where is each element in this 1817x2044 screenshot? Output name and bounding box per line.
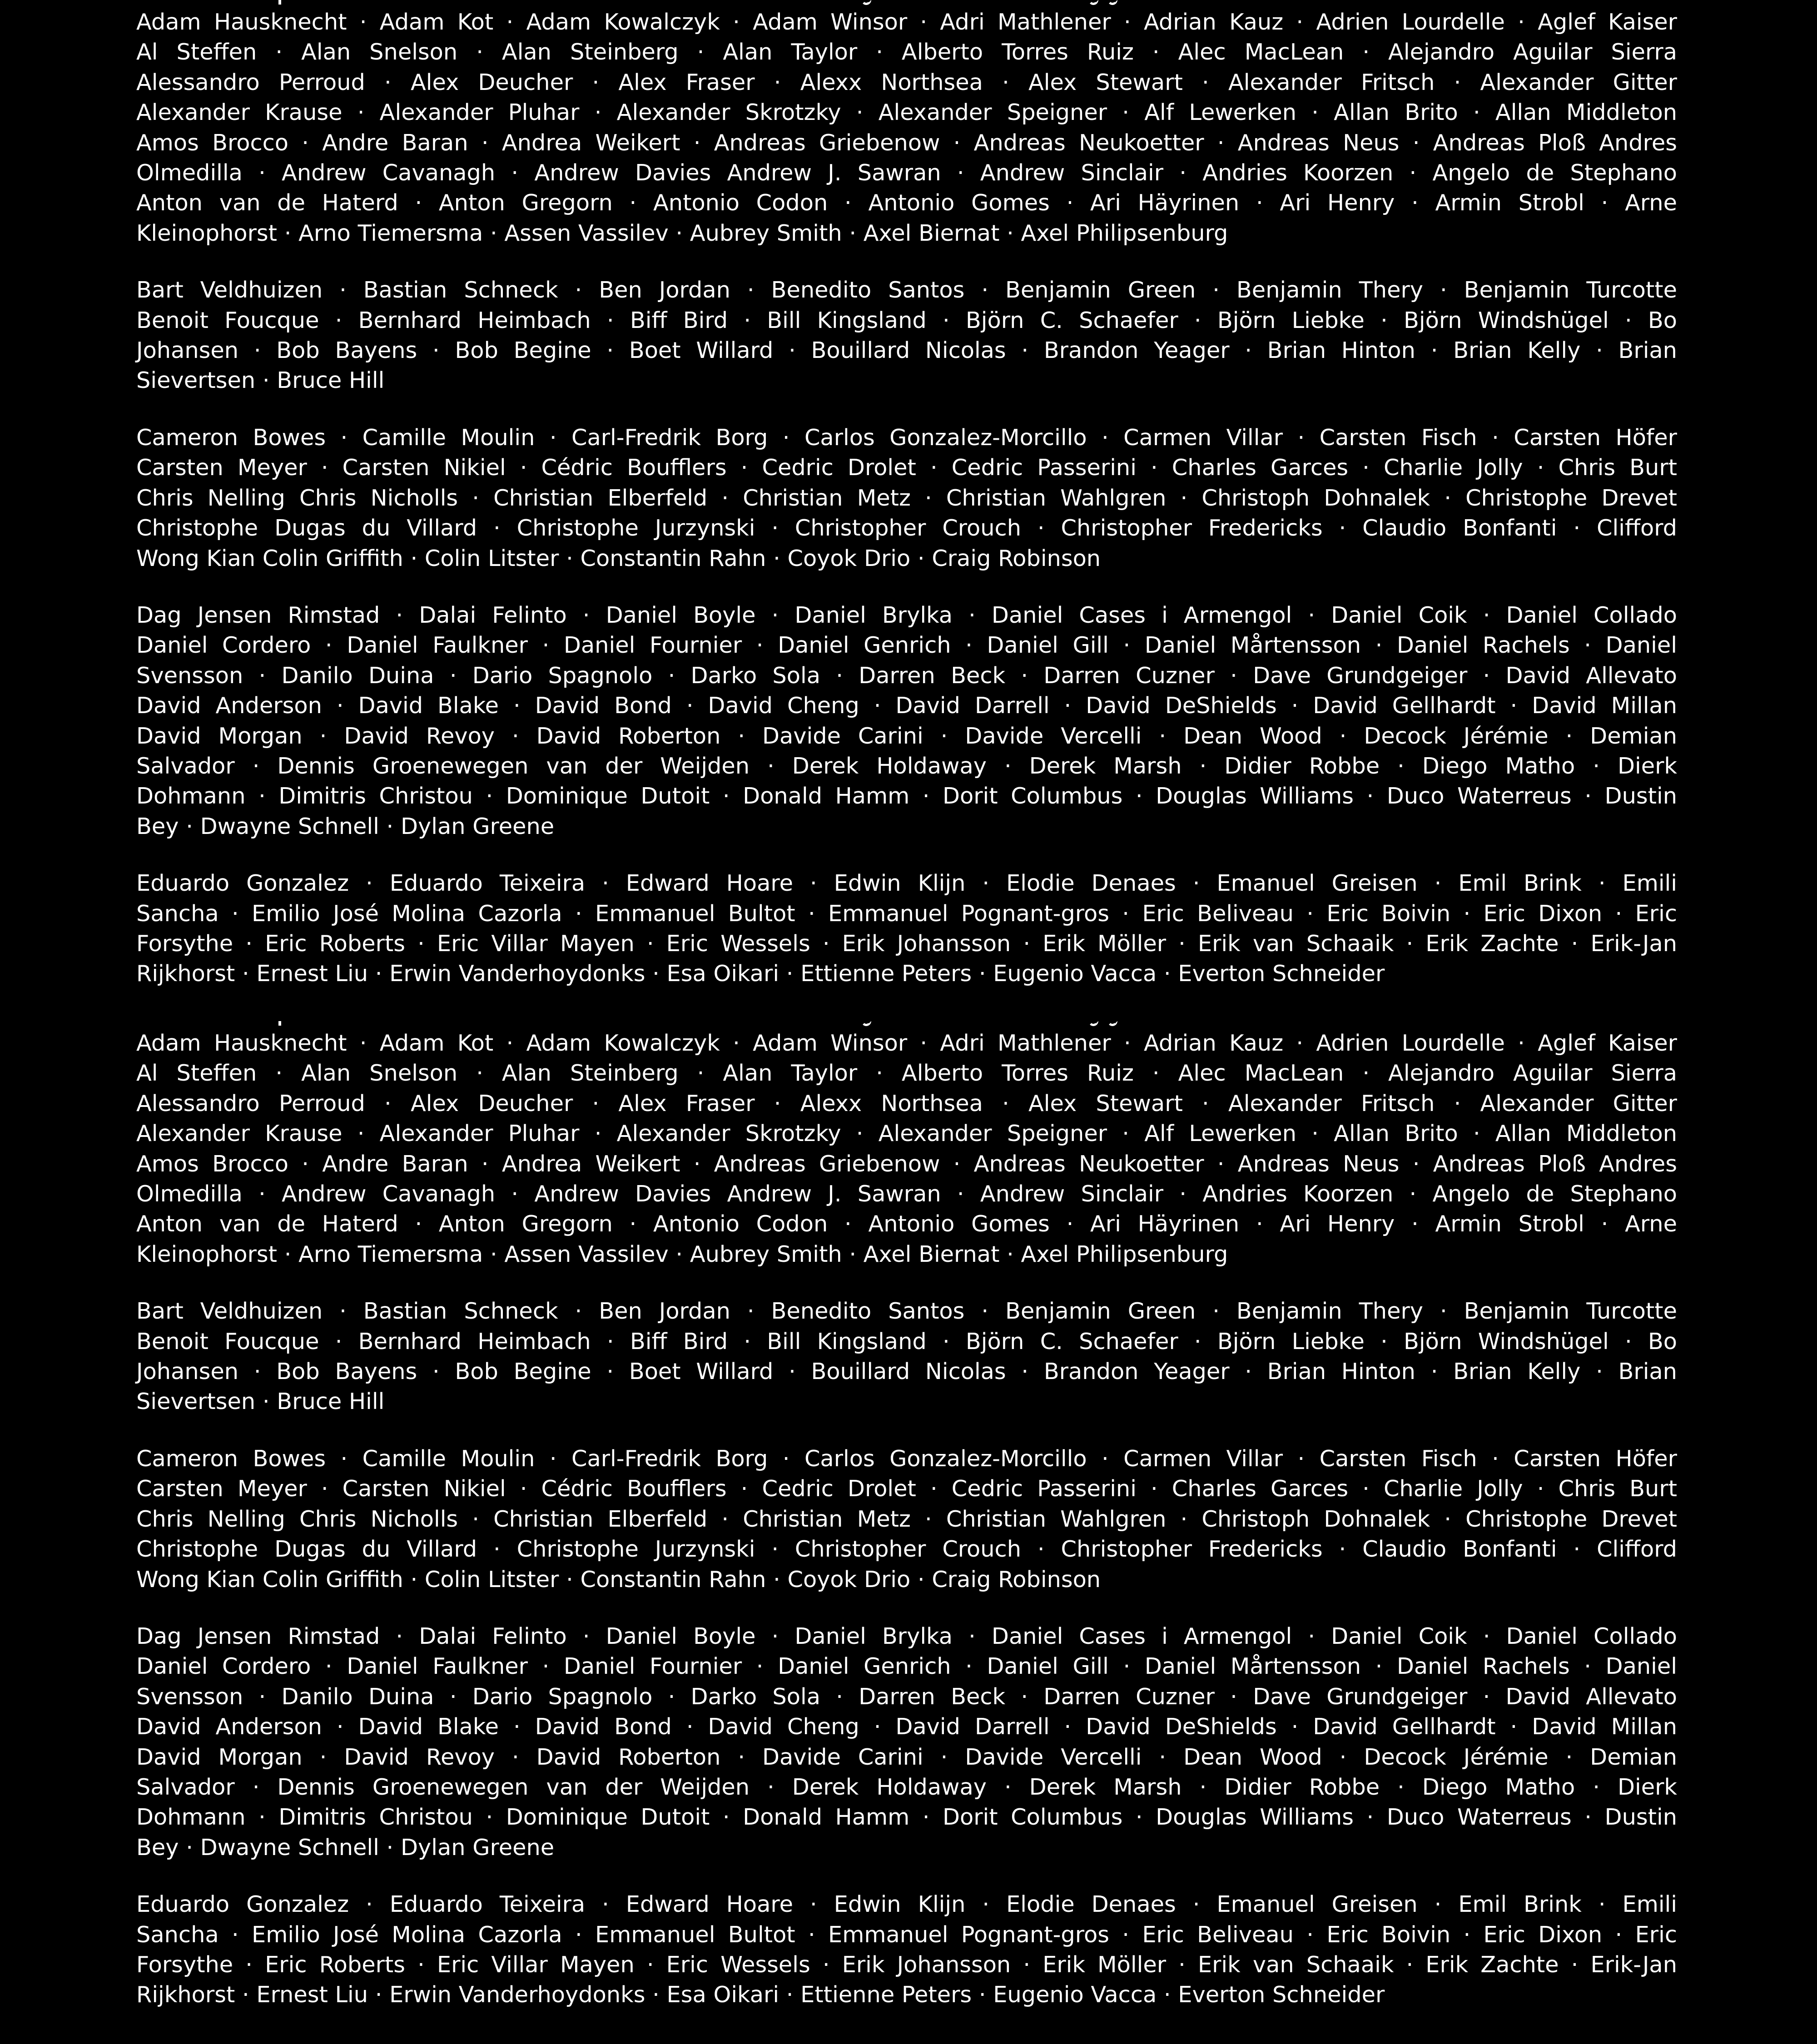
credits-line: Sievertsen · Bruce Hill bbox=[136, 1388, 385, 1415]
credits-line: Chris Nelling Chris Nicholls · Christian Elberfeld · Christian Metz · Christian Wahlgren · Christoph Dohnalek · Christophe Drevet bbox=[136, 484, 1677, 511]
credits-line: Al Steffen · Alan Snelson · Alan Steinberg · Alan Taylor · Alberto Torres Ruiz · Alec MacLean · Alejandro Aguilar Sierra bbox=[136, 39, 1677, 65]
credits-line: Carsten Meyer · Carsten Nikiel · Cédric Boufflers · Cedric Drolet · Cedric Passerini · Charles Garces · Charlie Jolly · Chris Burt bbox=[136, 1475, 1677, 1502]
credits-line: Bey · Dwayne Schnell · Dylan Greene bbox=[136, 813, 555, 839]
credits-line: Daniel Cordero · Daniel Faulkner · Daniel Fournier · Daniel Genrich · Daniel Gill · Daniel Mårtensson · Daniel Rachels · Daniel bbox=[136, 632, 1677, 659]
clipped-glyph-fragment bbox=[1088, 0, 1098, 5]
credits-line: Kleinophorst · Arno Tiemersma · Assen Vassilev · Aubrey Smith · Axel Biernat · Axel Philipsenburg bbox=[136, 219, 1228, 246]
credits-group-b bbox=[136, 1296, 1677, 1417]
credits-line: David Anderson · David Blake · David Bond · David Cheng · David Darrell · David DeShields · David Gellhardt · David Millan bbox=[136, 1713, 1677, 1740]
clipped-glyph-fragment bbox=[1107, 1021, 1117, 1026]
credits-line: Dohmann · Dimitris Christou · Dominique Dutoit · Donald Hamm · Dorit Columbus · Douglas Williams · Duco Waterreus · Dustin bbox=[136, 1804, 1677, 1831]
credits-group-c bbox=[136, 1444, 1677, 1594]
credits-line: Forsythe · Eric Roberts · Eric Villar Mayen · Eric Wessels · Erik Johansson · Erik Möller · Erik van Schaaik · Erik Zachte · Erik-Jan bbox=[136, 1951, 1677, 1978]
credits-line: Sancha · Emilio José Molina Cazorla · Emmanuel Bultot · Emmanuel Pognant-gros · Eric Beliveau · Eric Boivin · Eric Dixon · Eric bbox=[136, 1921, 1677, 1948]
credits-line: Salvador · Dennis Groenewegen van der Weijden · Derek Holdaway · Derek Marsh · Didier Robbe · Diego Matho · Dierk bbox=[136, 752, 1677, 779]
credits-line: Svensson · Danilo Duina · Dario Spagnolo · Darko Sola · Darren Beck · Darren Cuzner · Dave Grundgeiger · David Allevato bbox=[136, 662, 1677, 689]
credits-group-a bbox=[136, 1028, 1677, 1269]
credits-group-d bbox=[136, 600, 1677, 841]
credits-line: Alexander Krause · Alexander Pluhar · Alexander Skrotzky · Alexander Speigner · Alf Lewerken · Allan Brito · Allan Middleton bbox=[136, 1120, 1677, 1147]
credits-line: Cameron Bowes · Camille Moulin · Carl-Fredrik Borg · Carlos Gonzalez-Morcillo · Carmen Villar · Carsten Fisch · Carsten Höfer bbox=[136, 424, 1677, 451]
credits-line: Bart Veldhuizen · Bastian Schneck · Ben Jordan · Benedito Santos · Benjamin Green · Benjamin Thery · Benjamin Turcotte bbox=[136, 277, 1677, 303]
credits-line: David Anderson · David Blake · David Bond · David Cheng · David Darrell · David DeShields · David Gellhardt · David Millan bbox=[136, 692, 1677, 719]
credits-line: Johansen · Bob Bayens · Bob Begine · Boet Willard · Bouillard Nicolas · Brandon Yeager · Brian Hinton · Brian Kelly · Brian bbox=[136, 337, 1677, 364]
credits-group-a bbox=[136, 7, 1677, 248]
clipped-glyph-fragment bbox=[1088, 1021, 1098, 1026]
clipped-glyph-fragment bbox=[278, 1021, 281, 1026]
credits-line: David Morgan · David Revoy · David Roberton · Davide Carini · Davide Vercelli · Dean Wood · Decock Jérémie · Demian bbox=[136, 722, 1677, 749]
credits-line: Bey · Dwayne Schnell · Dylan Greene bbox=[136, 1834, 555, 1860]
credits-line: Daniel Cordero · Daniel Faulkner · Daniel Fournier · Daniel Genrich · Daniel Gill · Daniel Mårtensson · Daniel Rachels · Daniel bbox=[136, 1653, 1677, 1680]
credits-line: Forsythe · Eric Roberts · Eric Villar Mayen · Eric Wessels · Erik Johansson · Erik Möller · Erik van Schaaik · Erik Zachte · Erik-Jan bbox=[136, 930, 1677, 957]
clipped-glyph-fragment bbox=[278, 0, 281, 5]
clipped-line bbox=[136, 0, 1677, 6]
credits-line: Benoit Foucque · Bernhard Heimbach · Biff Bird · Bill Kingsland · Björn C. Schaefer · Björn Liebke · Björn Windshügel · Bo bbox=[136, 307, 1677, 333]
credits-line: Bart Veldhuizen · Bastian Schneck · Ben Jordan · Benedito Santos · Benjamin Green · Benjamin Thery · Benjamin Turcotte bbox=[136, 1298, 1677, 1325]
credits-line: Amos Brocco · Andre Baran · Andrea Weikert · Andreas Griebenow · Andreas Neukoetter · Andreas Neus · Andreas Ploß Andres bbox=[136, 1150, 1677, 1177]
credits-line: David Morgan · David Revoy · David Roberton · Davide Carini · Davide Vercelli · Dean Wood · Decock Jérémie · Demian bbox=[136, 1743, 1677, 1770]
clipped-line bbox=[136, 1021, 1677, 1027]
credits-line: Adam Hausknecht · Adam Kot · Adam Kowalczyk · Adam Winsor · Adri Mathlener · Adrian Kauz · Adrien Lourdelle · Aglef Kaiser bbox=[136, 9, 1677, 35]
credits-line: Olmedilla · Andrew Cavanagh · Andrew Davies Andrew J. Sawran · Andrew Sinclair · Andries Koorzen · Angelo de Stephano bbox=[136, 1181, 1677, 1207]
credits-line: Amos Brocco · Andre Baran · Andrea Weikert · Andreas Griebenow · Andreas Neukoetter · Andreas Neus · Andreas Ploß Andres bbox=[136, 129, 1677, 156]
credits-line: Christophe Dugas du Villard · Christophe Jurzynski · Christopher Crouch · Christopher Fredericks · Claudio Bonfanti · Clifford bbox=[136, 515, 1677, 541]
credits-line: Rijkhorst · Ernest Liu · Erwin Vanderhoydonks · Esa Oikari · Ettienne Peters · Eugenio Vacca · Everton Schneider bbox=[136, 1981, 1385, 2008]
credits-line: Benoit Foucque · Bernhard Heimbach · Biff Bird · Bill Kingsland · Björn C. Schaefer · Björn Liebke · Björn Windshügel · Bo bbox=[136, 1328, 1677, 1354]
credits-line: Eduardo Gonzalez · Eduardo Teixeira · Edward Hoare · Edwin Klijn · Elodie Denaes · Emanuel Greisen · Emil Brink · Emili bbox=[136, 1891, 1677, 1918]
credits-block bbox=[136, 7, 1677, 989]
credits-line: Christophe Dugas du Villard · Christophe Jurzynski · Christopher Crouch · Christopher Fredericks · Claudio Bonfanti · Clifford bbox=[136, 1536, 1677, 1563]
clipped-glyph-fragment bbox=[861, 0, 871, 5]
credits-group-e bbox=[136, 868, 1677, 989]
credits-line: Anton van de Haterd · Anton Gregorn · Antonio Codon · Antonio Gomes · Ari Häyrinen · Ari Henry · Armin Strobl · Arne bbox=[136, 1211, 1677, 1237]
credits-group-d bbox=[136, 1621, 1677, 1862]
credits-line: Alessandro Perroud · Alex Deucher · Alex Fraser · Alexx Northsea · Alex Stewart · Alexander Fritsch · Alexander Gitter bbox=[136, 1090, 1677, 1116]
credits-line: Adam Hausknecht · Adam Kot · Adam Kowalczyk · Adam Winsor · Adri Mathlener · Adrian Kauz · Adrien Lourdelle · Aglef Kaiser bbox=[136, 1030, 1677, 1056]
credits-line: Rijkhorst · Ernest Liu · Erwin Vanderhoydonks · Esa Oikari · Ettienne Peters · Eugenio Vacca · Everton Schneider bbox=[136, 960, 1385, 987]
credits-line: Chris Nelling Chris Nicholls · Christian Elberfeld · Christian Metz · Christian Wahlgren · Christoph Dohnalek · Christophe Drevet bbox=[136, 1505, 1677, 1532]
credits-line: Sancha · Emilio José Molina Cazorla · Emmanuel Bultot · Emmanuel Pognant-gros · Eric Beliveau · Eric Boivin · Eric Dixon · Eric bbox=[136, 900, 1677, 927]
credits-line: Cameron Bowes · Camille Moulin · Carl-Fredrik Borg · Carlos Gonzalez-Morcillo · Carmen Villar · Carsten Fisch · Carsten Höfer bbox=[136, 1445, 1677, 1472]
credits-line: Dag Jensen Rimstad · Dalai Felinto · Daniel Boyle · Daniel Brylka · Daniel Cases i Armengol · Daniel Coik · Daniel Collado bbox=[136, 1622, 1677, 1649]
credits-line: Dohmann · Dimitris Christou · Dominique Dutoit · Donald Hamm · Dorit Columbus · Douglas Williams · Duco Waterreus · Dustin bbox=[136, 783, 1677, 809]
credits-group-b bbox=[136, 275, 1677, 396]
credits-line: Wong Kian Colin Griffith · Colin Litster · Constantin Rahn · Coyok Drio · Craig Robinson bbox=[136, 1566, 1101, 1593]
credits-line: Al Steffen · Alan Snelson · Alan Steinberg · Alan Taylor · Alberto Torres Ruiz · Alec MacLean · Alejandro Aguilar Sierra bbox=[136, 1060, 1677, 1086]
credits-line: Sievertsen · Bruce Hill bbox=[136, 367, 385, 394]
credits-line: Eduardo Gonzalez · Eduardo Teixeira · Edward Hoare · Edwin Klijn · Elodie Denaes · Emanuel Greisen · Emil Brink · Emili bbox=[136, 870, 1677, 897]
credits-line: Svensson · Danilo Duina · Dario Spagnolo · Darko Sola · Darren Beck · Darren Cuzner · Dave Grundgeiger · David Allevato bbox=[136, 1683, 1677, 1710]
credits-line: Carsten Meyer · Carsten Nikiel · Cédric Boufflers · Cedric Drolet · Cedric Passerini · Charles Garces · Charlie Jolly · Chris Burt bbox=[136, 454, 1677, 481]
credits-line: Alexander Krause · Alexander Pluhar · Alexander Skrotzky · Alexander Speigner · Alf Lewerken · Allan Brito · Allan Middleton bbox=[136, 99, 1677, 126]
credits-block-repeat bbox=[136, 1028, 1677, 2010]
credits-line: Dag Jensen Rimstad · Dalai Felinto · Daniel Boyle · Daniel Brylka · Daniel Cases i Armengol · Daniel Coik · Daniel Collado bbox=[136, 601, 1677, 628]
credits-line: Olmedilla · Andrew Cavanagh · Andrew Davies Andrew J. Sawran · Andrew Sinclair · Andries Koorzen · Angelo de Stephano bbox=[136, 159, 1677, 186]
credits-line: Salvador · Dennis Groenewegen van der Weijden · Derek Holdaway · Derek Marsh · Didier Robbe · Diego Matho · Dierk bbox=[136, 1773, 1677, 1800]
credits-line: Kleinophorst · Arno Tiemersma · Assen Vassilev · Aubrey Smith · Axel Biernat · Axel Philipsenburg bbox=[136, 1240, 1228, 1267]
credits-line: Johansen · Bob Bayens · Bob Begine · Boet Willard · Bouillard Nicolas · Brandon Yeager · Brian Hinton · Brian Kelly · Brian bbox=[136, 1358, 1677, 1385]
credits-line: Wong Kian Colin Griffith · Colin Litster · Constantin Rahn · Coyok Drio · Craig Robinson bbox=[136, 545, 1101, 571]
clipped-glyph-fragment bbox=[1107, 0, 1117, 5]
credits-group-c bbox=[136, 422, 1677, 573]
credits-line: Alessandro Perroud · Alex Deucher · Alex Fraser · Alexx Northsea · Alex Stewart · Alexander Fritsch · Alexander Gitter bbox=[136, 69, 1677, 95]
credits-line: Anton van de Haterd · Anton Gregorn · Antonio Codon · Antonio Gomes · Ari Häyrinen · Ari Henry · Armin Strobl · Arne bbox=[136, 189, 1677, 216]
credits-group-e bbox=[136, 1889, 1677, 2010]
clipped-glyph-fragment bbox=[861, 1021, 871, 1026]
